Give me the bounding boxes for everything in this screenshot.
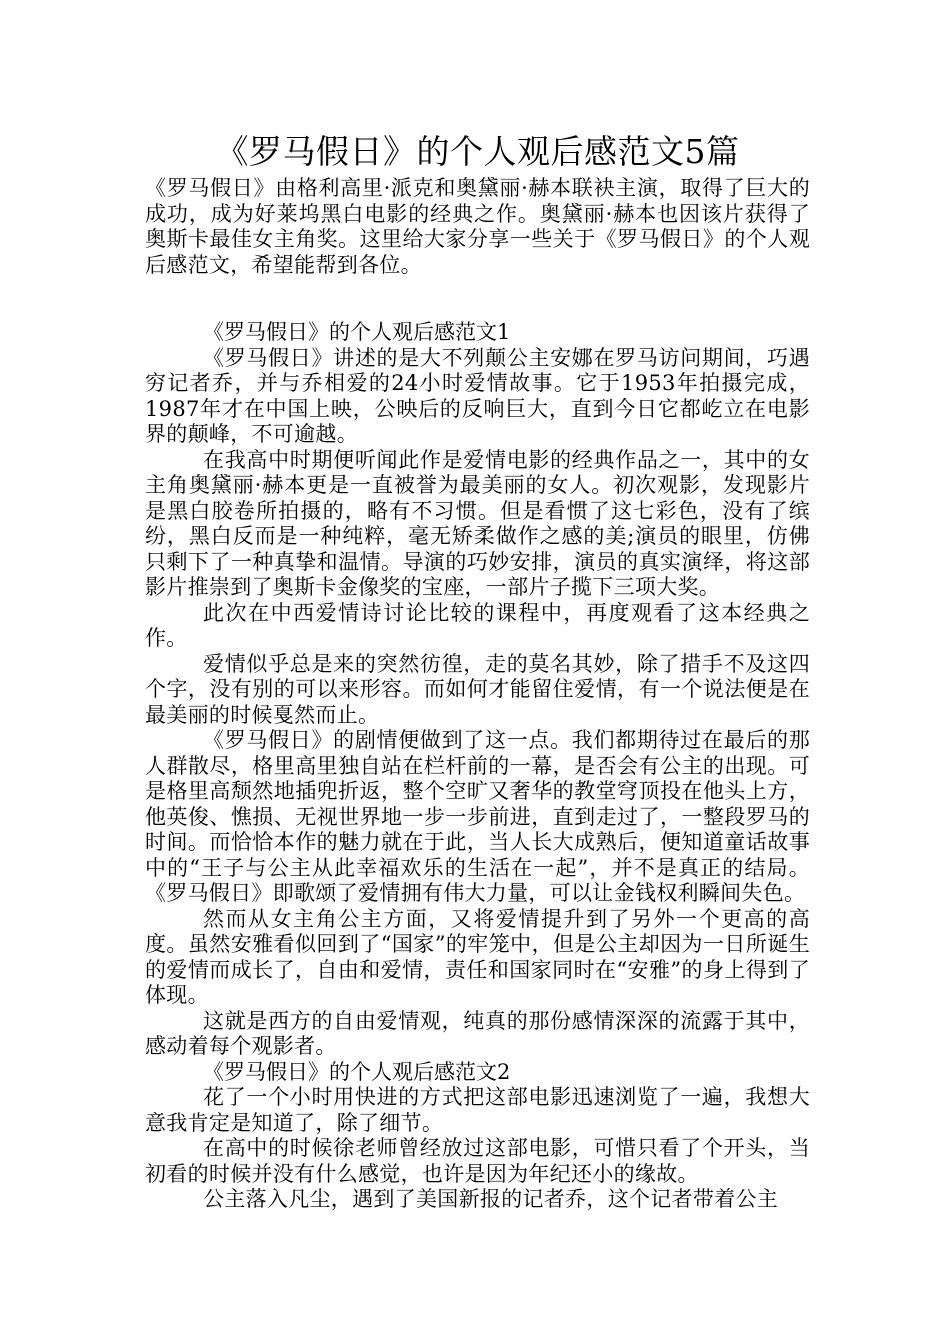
section-1-paragraph-1: 《罗马假日》讲述的是大不列颠公主安娜在罗马访问期间，巧遇穷记者乔，并与乔相爱的24小时爱情故事。它于1953年拍摄完成，1987年才在中国上映，公映后的反响巨大，直到今日它都屹立在电影界的颠峰，不可逾越。 — [145, 345, 810, 446]
section-2-paragraph-1: 花了一个小时用快进的方式把这部电影迅速浏览了一遍，我想大意我肯定是知道了，除了细节。 — [145, 1085, 810, 1135]
intro-paragraph: 《罗马假日》由格利高里·派克和奥黛丽·赫本联袂主演，取得了巨大的成功，成为好莱坞黑白电影的经典之作。奥黛丽·赫本也因该片获得了奥斯卡最佳女主角奖。这里给大家分享一些关于《罗马假日》的个人观后感范文，希望能帮到各位。 — [145, 176, 810, 277]
section-2-heading: 《罗马假日》的个人观后感范文2 — [203, 1059, 511, 1084]
section-1-paragraph-2: 在我高中时期便听闻此作是爱情电影的经典作品之一，其中的女主角奥黛丽·赫本更是一直被誉为最美丽的女人。初次观影，发现影片是黑白胶卷所拍摄的，略有不习惯。但是看惯了这七彩色，没有了缤纷，黑白反而是一种纯粹，毫无矫柔做作之感的美;演员的眼里，仿佛只剩下了一种真挚和温情。导演的巧妙安排，演员的真实演绎，将这部影片推崇到了奥斯卡金像奖的宝座，一部片子揽下三项大奖。 — [145, 447, 810, 599]
section-1-paragraph-7: 这就是西方的自由爱情观，纯真的那份感情深深的流露于其中，感动着每个观影者。 — [145, 1008, 810, 1058]
document-title: 《罗马假日》的个人观后感范文5篇 — [215, 132, 740, 171]
section-1-paragraph-4: 爱情似乎总是来的突然彷徨，走的莫名其妙，除了措手不及这四个字，没有别的可以来形容。而如何才能留住爱情，有一个说法便是在最美丽的时候戛然而止。 — [145, 651, 810, 727]
section-1-paragraph-3: 此次在中西爱情诗讨论比较的课程中，再度观看了这本经典之作。 — [145, 600, 810, 650]
document-page — [145, 128, 810, 1213]
section-2-paragraph-2: 在高中的时候徐老师曾经放过这部电影，可惜只看了个开头，当初看的时候并没有什么感觉，也许是因为年纪还小的缘故。 — [145, 1136, 810, 1186]
section-2-paragraph-3: 公主落入凡尘，遇到了美国新报的记者乔，这个记者带着公主 — [203, 1187, 779, 1211]
section-1-heading: 《罗马假日》的个人观后感范文1 — [203, 320, 511, 344]
section-1-paragraph-5: 《罗马假日》的剧情便做到了这一点。我们都期待过在最后的那人群散尽，格里高里独自站在栏杆前的一幕，是否会有公主的出现。可是格里高颓然地插兜折返，整个空旷又奢华的教堂穹顶投在他头上方，他英俊、憔损、无视世界地一步一步前进，直到走过了，一整段罗马的时间。而恰恰本作的魅力就在于此，当人长大成熟后，便知道童话故事中的“王子与公主从此幸福欢乐的生活在一起”，并不是真正的结局。《罗马假日》即歌颂了爱情拥有伟大力量，可以让金钱权利瞬间失色。 — [145, 728, 810, 905]
section-1-paragraph-6: 然而从女主角公主方面，又将爱情提升到了另外一个更高的高度。虽然安雅看似回到了“国家”的牢笼中，但是公主却因为一日所诞生的爱情而成长了，自由和爱情，责任和国家同时在“安雅”的身上得到了体现。 — [145, 906, 810, 1007]
section-spacer — [145, 278, 810, 320]
